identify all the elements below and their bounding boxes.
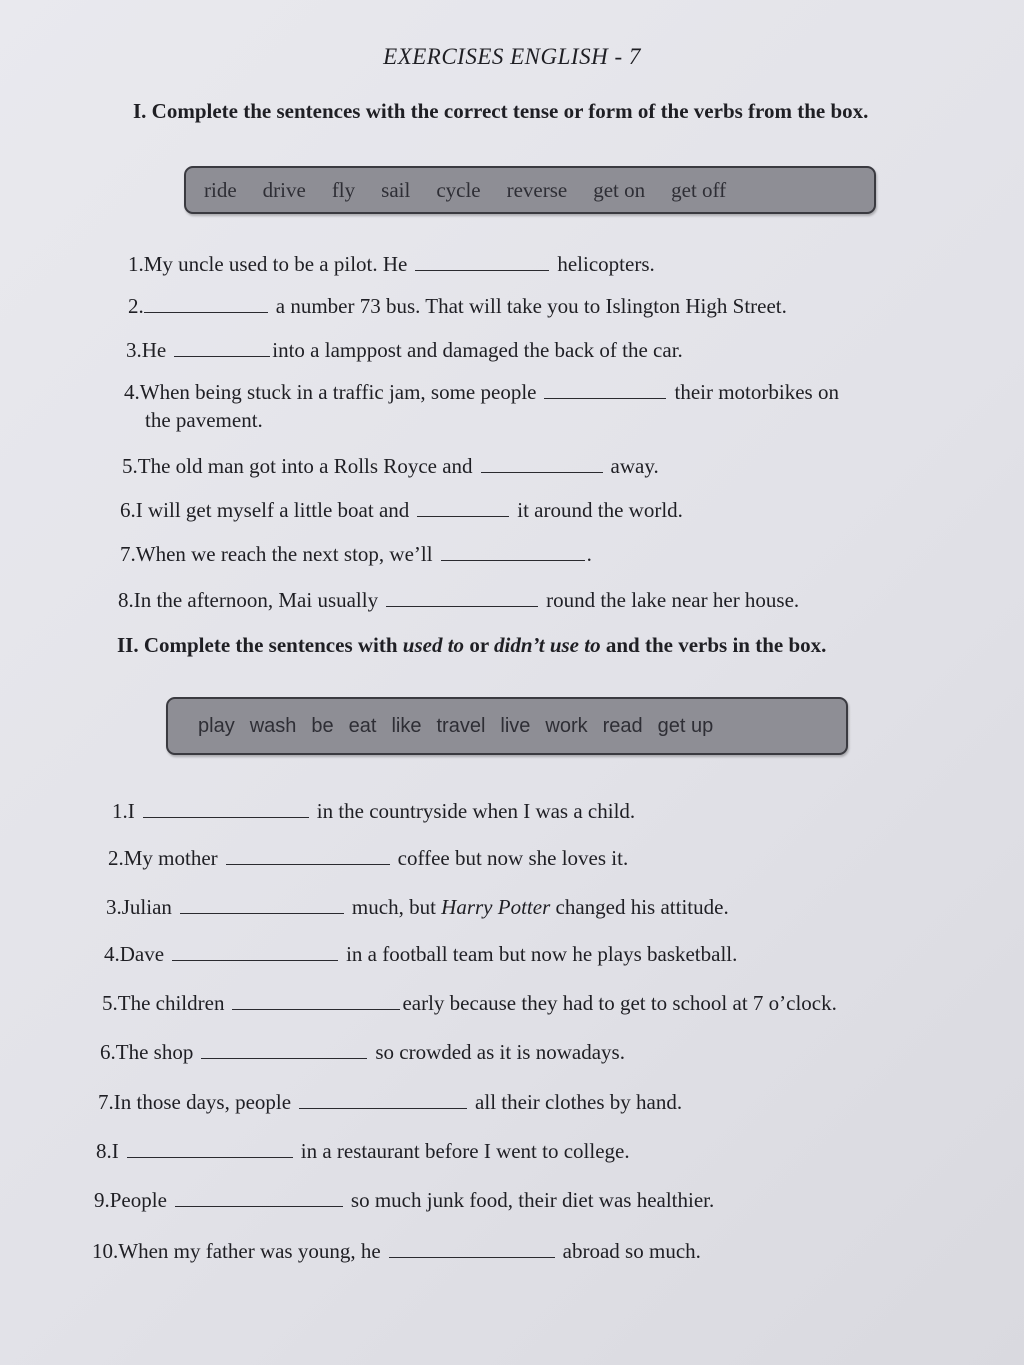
item-text: My uncle used to be a pilot. He [143,252,408,276]
item-number: 5. [102,991,118,1015]
verb-word: reverse [506,177,568,202]
item-text: round the lake near her house. [546,588,800,612]
answer-blank[interactable] [144,292,268,313]
s1-item-1 [128,250,655,278]
item-text: In those days, people [113,1090,292,1114]
s2-item-10 [92,1237,701,1265]
answer-blank[interactable] [143,797,309,818]
item-text: I [111,1139,119,1163]
item-text: so much junk food, their diet was healthier. [350,1188,715,1212]
verb-box-2 [166,697,848,755]
item-text: The children [117,991,225,1015]
item-text: their motorbikes on [674,380,839,404]
answer-blank[interactable] [481,452,603,473]
s1-item-4 [124,378,839,406]
item-text: When being stuck in a traffic jam, some people [139,380,537,404]
answer-blank[interactable] [172,940,338,961]
verb-word: like [391,714,422,737]
item-text: When my father was young, he [118,1239,381,1263]
verb-word: live [500,714,531,737]
verb-word: read [602,714,643,737]
item-text: helicopters. [557,252,655,276]
s2-item-8 [96,1137,630,1165]
item-text: The old man got into a Rolls Royce and [137,454,473,478]
verb-word: play [198,714,235,737]
item-text: In the afternoon, Mai usually [133,588,379,612]
item-text: in the countryside when I was a child. [316,799,636,823]
item-text: Dave [119,942,165,966]
item-number: 6. [120,498,136,522]
verb-word: drive [262,177,306,202]
item-text: so crowded as it is nowadays. [375,1040,625,1064]
item-text: The shop [115,1040,194,1064]
s2-item-4 [104,940,737,968]
s2-item-7 [98,1088,682,1116]
item-number: 4. [124,380,140,404]
item-text: My mother [123,846,218,870]
item-number: 7. [98,1090,114,1114]
answer-blank[interactable] [417,496,509,517]
item-text: all their clothes by hand. [475,1090,683,1114]
answer-blank[interactable] [127,1137,293,1158]
verb-word: cycle [436,177,481,202]
item-text: changed his attitude. [550,895,729,919]
verb-box-1 [184,166,876,214]
s1-item-4-continuation: the pavement. [145,408,263,432]
item-number: 4. [104,942,120,966]
item-text: much, but [351,895,442,919]
answer-blank[interactable] [389,1237,555,1258]
item-text: early because they had to get to school at 7 o’clock. [402,991,837,1015]
answer-blank[interactable] [175,1186,343,1207]
item-text: He [141,338,167,362]
item-text: it around the world. [517,498,683,522]
s1-item-8 [118,586,799,614]
item-text: . [586,542,592,566]
verb-word: sail [381,177,411,202]
page-title: EXERCISES ENGLISH - 7 [383,44,641,69]
heading-italic: used to [402,633,465,657]
item-number: 2. [108,846,124,870]
s1-item-6 [120,496,683,524]
item-number: 5. [122,454,138,478]
item-text: into a lamppost and damaged the back of the car. [272,338,683,362]
item-text: away. [610,454,659,478]
heading-text: II. Complete the sentences with [117,633,403,657]
section-2-heading [117,632,947,659]
item-number: 8. [96,1139,112,1163]
book-title: Harry Potter [441,895,551,919]
s2-item-3 [106,893,729,921]
answer-blank[interactable] [415,250,549,271]
item-number: 10. [92,1239,119,1263]
item-number: 1. [112,799,128,823]
item-number: 2. [128,294,144,318]
verb-word: work [545,714,588,737]
item-number: 8. [118,588,134,612]
verb-word: travel [436,714,486,737]
s2-item-5 [102,989,837,1017]
answer-blank[interactable] [174,336,270,357]
answer-blank[interactable] [386,586,538,607]
item-text: Julian [121,895,172,919]
item-text: coffee but now she loves it. [397,846,629,870]
verb-word: be [311,714,334,737]
answer-blank[interactable] [201,1038,367,1059]
s2-item-9 [94,1186,714,1214]
s2-item-1 [112,797,635,825]
verb-word: get off [671,177,727,202]
heading-text: or [464,633,495,657]
heading-italic: didn’t use to [494,633,601,657]
item-text: abroad so much. [562,1239,701,1263]
s1-item-7 [120,540,592,568]
item-text: in a restaurant before I went to college. [300,1139,630,1163]
verb-word: eat [348,714,377,737]
item-text: I [127,799,135,823]
answer-blank[interactable] [180,893,344,914]
verb-word: ride [204,177,237,202]
verb-word: get on [593,177,646,202]
verb-word: wash [249,714,297,737]
answer-blank[interactable] [441,540,585,561]
s1-item-5 [122,452,659,480]
item-text: People [109,1188,167,1212]
s2-item-2 [108,844,628,872]
item-number: 3. [106,895,122,919]
item-number: 3. [126,338,142,362]
answer-blank[interactable] [544,378,666,399]
item-number: 6. [100,1040,116,1064]
heading-text: and the verbs in the box. [600,633,827,657]
s1-item-2 [128,292,787,320]
s2-item-6 [100,1038,625,1066]
s1-item-3 [126,336,683,364]
answer-blank[interactable] [226,844,390,865]
answer-blank[interactable] [232,989,400,1010]
item-number: 1. [128,252,144,276]
item-text: When we reach the next stop, we’ll [135,542,433,566]
item-number: 7. [120,542,136,566]
verb-word: get up [657,714,714,737]
item-number: 9. [94,1188,110,1212]
section-1-heading: I. Complete the sentences with the correct tense or form of the verbs from the box. [133,99,869,123]
verb-word: fly [331,177,356,202]
item-text: in a football team but now he plays basketball. [346,942,738,966]
answer-blank[interactable] [299,1088,467,1109]
item-text: a number 73 bus. That will take you to Islington High Street. [275,294,787,318]
item-text: I will get myself a little boat and [135,498,410,522]
